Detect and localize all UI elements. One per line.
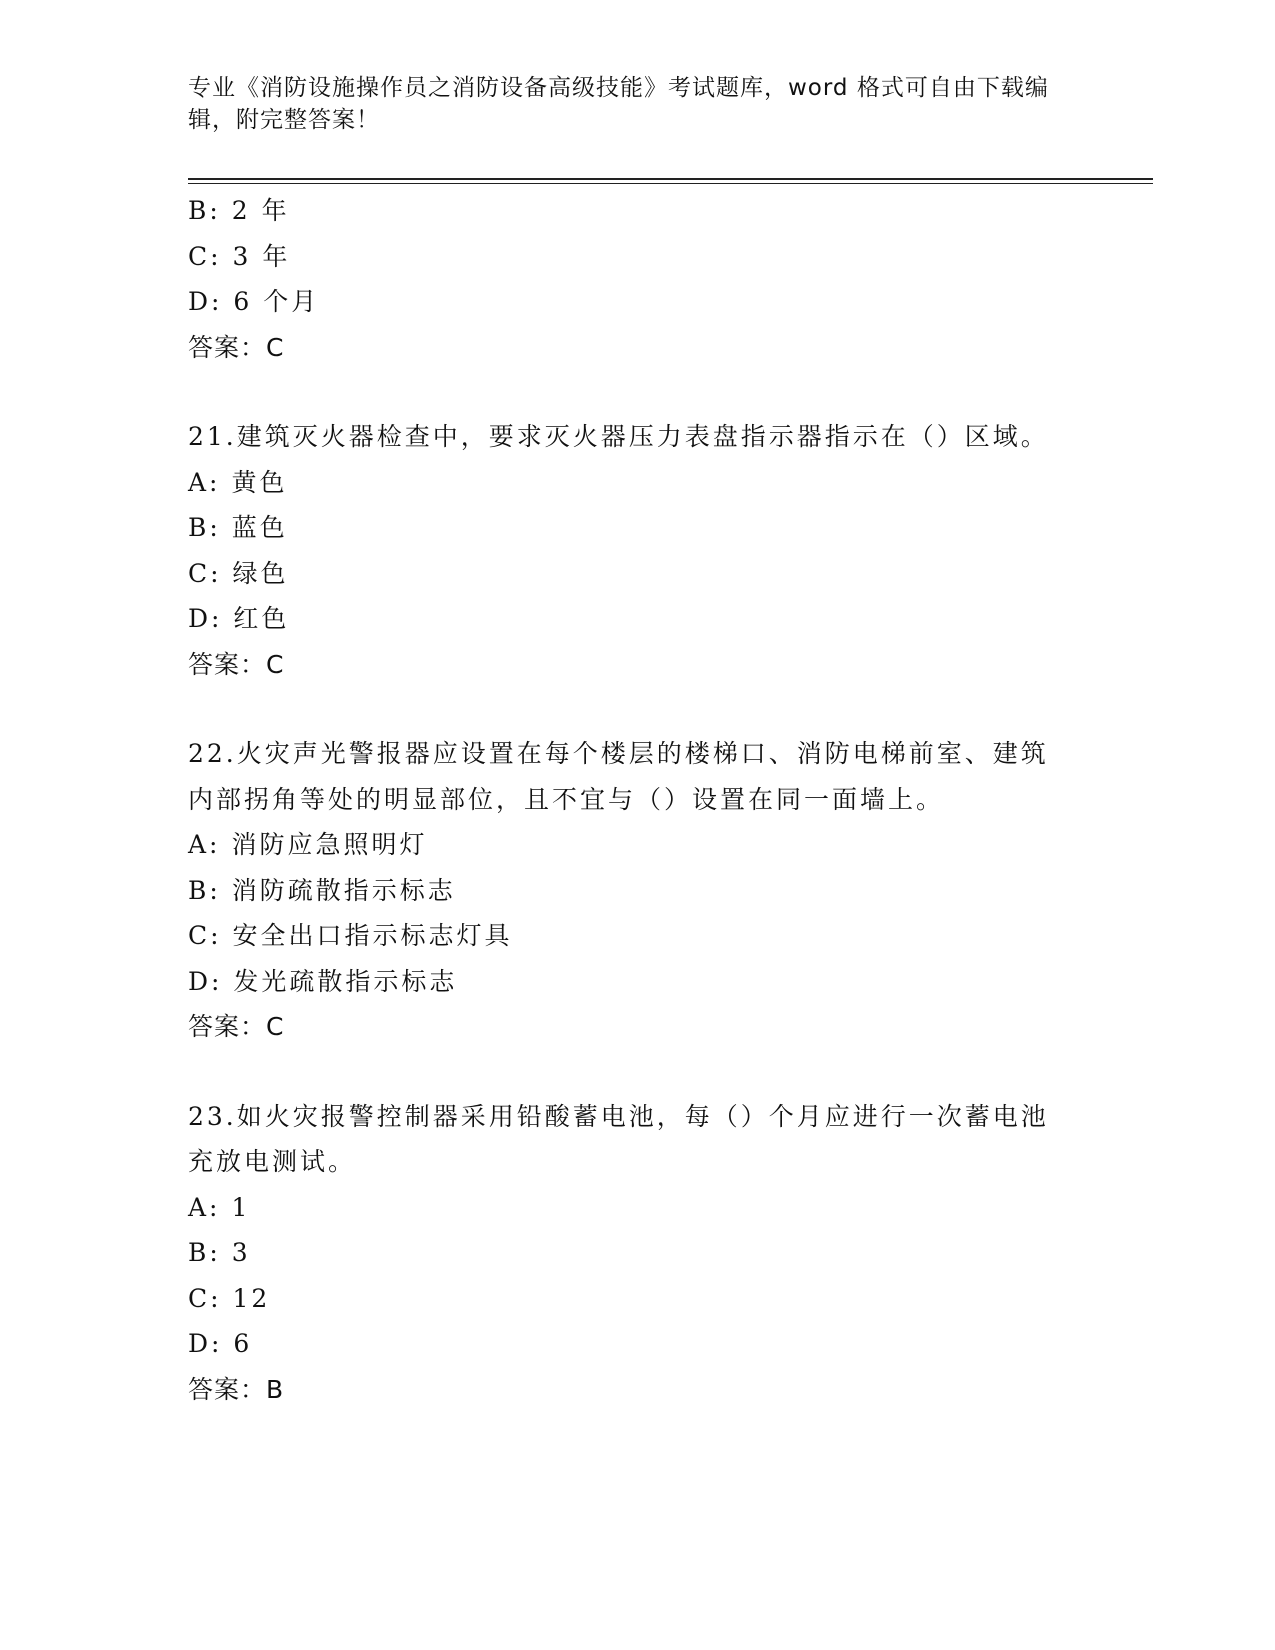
option-label: B: — [188, 875, 221, 905]
option-label: D: — [188, 604, 223, 633]
option-c — [188, 913, 1088, 959]
option-text: 6 — [233, 1329, 253, 1358]
question-text-continued: 内部拐角等处的明显部位，且不宜与（）设置在同一面墙上。 — [188, 784, 945, 814]
option-label: D: — [188, 1329, 223, 1358]
option-b — [188, 505, 1088, 551]
header-divider-thin — [188, 183, 1153, 184]
answer-line: 答案：C — [188, 332, 285, 362]
question-list — [188, 188, 1088, 1412]
spacer — [188, 687, 1088, 731]
option-text: 2 年 — [231, 196, 290, 225]
question-text: 21.建筑灭火器检查中，要求灭火器压力表盘指示器指示在（）区域。 — [188, 422, 1049, 451]
option-text: 6 个月 — [233, 287, 320, 316]
option-text: 蓝色 — [231, 513, 288, 542]
option-c — [188, 234, 1088, 280]
option-label: C: — [188, 558, 222, 588]
spacer — [188, 1050, 1088, 1094]
question-block-20 — [188, 188, 1088, 370]
option-label: A: — [188, 467, 221, 497]
question-block-21 — [188, 414, 1088, 687]
question-text-continued: 充放电测试。 — [188, 1147, 357, 1176]
option-a — [188, 460, 1088, 506]
option-text: 黄色 — [231, 467, 288, 497]
option-d — [188, 1321, 1088, 1367]
option-a — [188, 1185, 1088, 1231]
answer-line: 答案：C — [188, 649, 285, 679]
option-text: 安全出口指示标志灯具 — [232, 921, 513, 950]
answer-line: 答案：B — [188, 1374, 285, 1404]
option-label: D: — [188, 287, 223, 316]
header-line-1: 专业《消防设施操作员之消防设备高级技能》考试题库，word 格式可自由下载编 — [188, 75, 1049, 101]
header-line-2: 辑，附完整答案！ — [188, 107, 380, 133]
option-text: 红色 — [233, 604, 290, 633]
option-label: D: — [188, 966, 223, 996]
option-text: 12 — [232, 1283, 271, 1313]
option-d — [188, 959, 1088, 1005]
option-c — [188, 1276, 1088, 1322]
option-label: B: — [188, 513, 221, 542]
header-divider-thick — [188, 178, 1153, 180]
option-a — [188, 822, 1088, 868]
option-b — [188, 868, 1088, 914]
option-text: 消防应急照明灯 — [231, 830, 428, 859]
question-text: 22.火灾声光警报器应设置在每个楼层的楼梯口、消防电梯前室、建筑 — [188, 739, 1049, 768]
option-text: 绿色 — [232, 558, 289, 588]
option-label: A: — [188, 1192, 221, 1222]
option-label: C: — [188, 921, 222, 950]
option-label: B: — [188, 196, 221, 225]
option-d — [188, 279, 1088, 325]
option-text: 1 — [231, 1192, 251, 1222]
question-text: 23.如火灾报警控制器采用铅酸蓄电池，每（）个月应进行一次蓄电池 — [188, 1101, 1049, 1131]
option-text: 消防疏散指示标志 — [231, 875, 456, 905]
option-b — [188, 1230, 1088, 1276]
option-label: C: — [188, 241, 222, 271]
option-label: A: — [188, 830, 221, 859]
question-block-23 — [188, 1094, 1088, 1413]
answer-line: 答案：C — [188, 1012, 285, 1041]
option-d — [188, 596, 1088, 642]
option-text: 3 年 — [232, 241, 291, 271]
option-text: 发光疏散指示标志 — [233, 966, 458, 996]
document-header — [188, 72, 1068, 136]
spacer — [188, 370, 1088, 414]
option-label: B: — [188, 1238, 221, 1267]
option-text: 3 — [231, 1238, 251, 1267]
option-label: C: — [188, 1283, 222, 1313]
question-block-22 — [188, 731, 1088, 1050]
option-c — [188, 551, 1088, 597]
option-b — [188, 188, 1088, 234]
